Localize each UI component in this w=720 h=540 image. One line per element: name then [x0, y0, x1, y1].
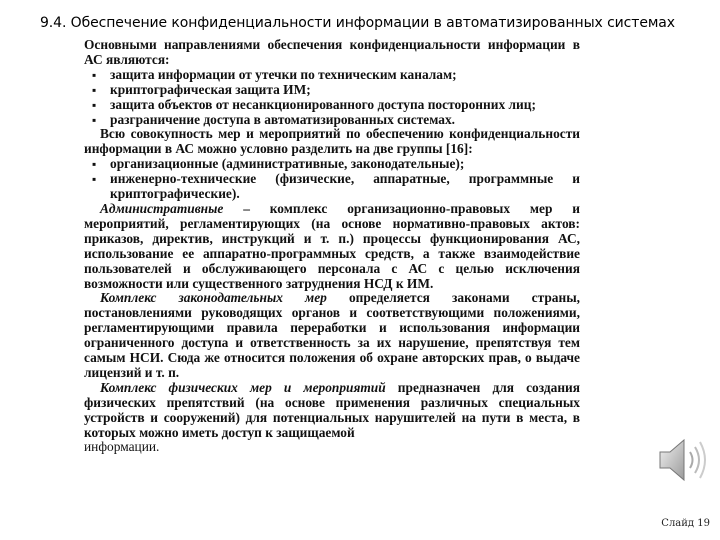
list-item: ▪ инженерно-технические (физические, аппаратные, программные и криптографические).	[84, 172, 580, 202]
directions-list	[84, 68, 580, 128]
admin-term: Административные	[100, 200, 224, 216]
groups-paragraph: Всю совокупность мер и мероприятий по обеспечению конфиденциальности информации в АС можно условно разделить на две группы [16]:	[84, 126, 580, 157]
slide-title: 9.4. Обеспечение конфиденциальности информации в автоматизированных системах	[40, 15, 675, 31]
admin-text: – комплекс организационно-правовых мер и мероприятий, регламентирующих (на основе нормативно-правовых актов: приказов, директив, инструкций и т. п.) процессы функционирования АС, использование ее аппаратно-программных средств, а также взаимодействие пользователей и обслуживающего персонала с АС с целью исключения возможности или существенного затруднения НСД к ИМ.	[84, 200, 580, 291]
legal-paragraph	[84, 291, 580, 380]
list-item: ▪ криптографическая защита ИМ;	[84, 83, 580, 98]
list-item: ▪ защита информации от утечки по техническим каналам;	[84, 68, 580, 83]
list-item: ▪ организационные (административные, законодательные);	[84, 157, 580, 172]
physical-tail: информации.	[84, 439, 160, 455]
physical-term: Комплекс физических мер и мероприятий	[100, 379, 386, 395]
groups-list	[84, 157, 580, 202]
admin-paragraph	[84, 202, 580, 291]
list-item: ▪ разграничение доступа в автоматизированных системах.	[84, 113, 580, 128]
physical-text: предназначен для создания физических препятствий (на основе применения различных специальных устройств и сооружений) для потенциальных нарушителей на пути в места, в которых можно иметь доступ к защищаемой	[84, 379, 580, 440]
slide-number: Слайд 19	[661, 518, 710, 529]
legal-text: определяется законами страны, постановлениями руководящих органов и соответствующими положениями, регламентирующими правила переработки и использования информации ограниченного доступа и ответственность за их нарушение, препятствуя тем самым НСИ. Сюда же относится положения об охране авторских прав, о выдаче лицензий и т. п.	[84, 290, 580, 380]
physical-paragraph	[84, 381, 580, 441]
scanned-page	[84, 38, 580, 536]
legal-term: Комплекс законодательных мер	[100, 290, 327, 306]
list-item: ▪ защита объектов от несанкционированного доступа посторонних лиц;	[84, 98, 580, 113]
intro-paragraph: Основными направлениями обеспечения конфиденциальности информации в АС являются:	[84, 37, 580, 67]
speaker-icon[interactable]	[652, 432, 712, 488]
